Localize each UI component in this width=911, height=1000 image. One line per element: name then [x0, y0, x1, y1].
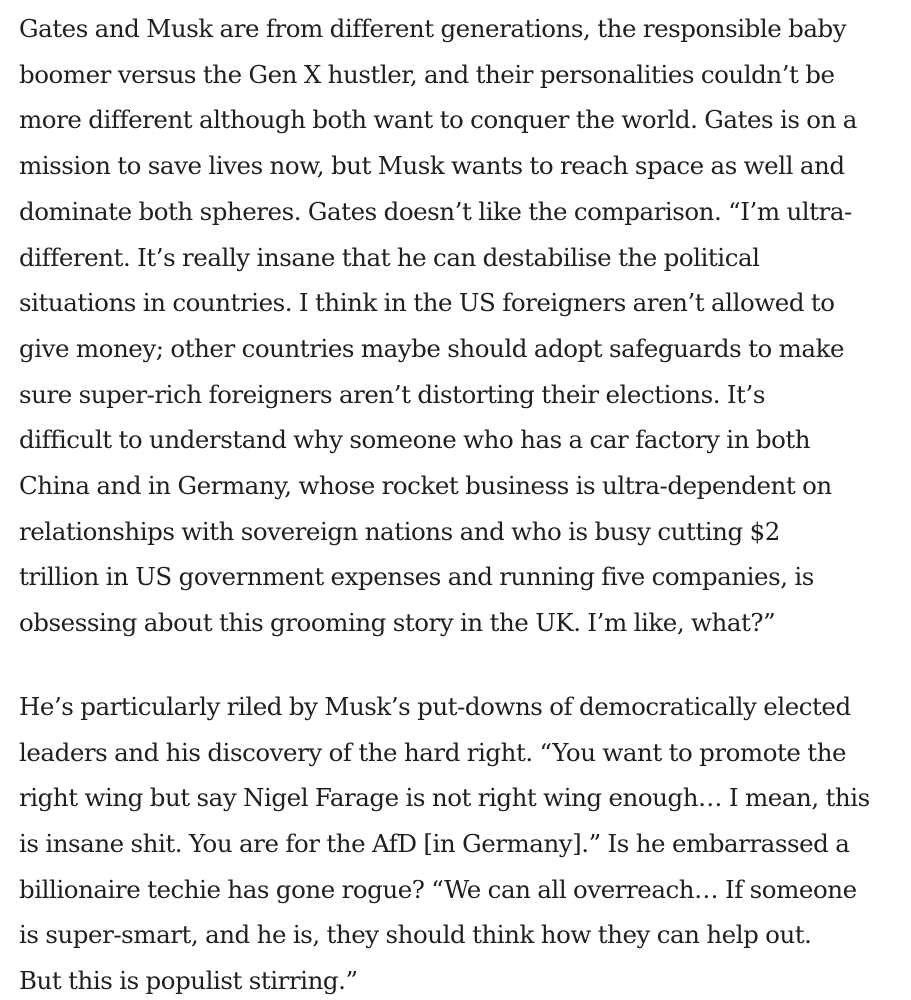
text-line: more different although both want to conquer the world. Gates is on a	[19, 105, 857, 135]
text-line: sure super-rich foreigners aren’t distorting their elections. It’s	[19, 379, 766, 409]
text-line: difficult to understand why someone who has a car factory in both	[19, 425, 811, 455]
text-line: relationships with sovereign nations and who is busy cutting $2	[19, 516, 780, 546]
text-line: is insane shit. You are for the AfD [in Germany].” Is he embarrassed a	[19, 828, 850, 858]
text-line: is super-smart, and he is, they should think how they can help out.	[19, 920, 812, 950]
text-line: leaders and his discovery of the hard right. “You want to promote the	[19, 737, 847, 767]
paragraph-2	[19, 684, 901, 1000]
text-line: give money; other countries maybe should adopt safeguards to make	[19, 333, 845, 363]
text-line: boomer versus the Gen X hustler, and their personalities couldn’t be	[19, 59, 835, 89]
text-line: billionaire techie has gone rogue? “We can all overreach… If someone	[19, 874, 857, 904]
paragraph-1	[19, 6, 901, 646]
text-line: obsessing about this grooming story in the UK. I’m like, what?”	[19, 608, 776, 638]
text-line: Gates and Musk are from different generations, the responsible baby	[19, 14, 847, 43]
text-line: China and in Germany, whose rocket business is ultra-dependent on	[19, 471, 832, 501]
text-line: He’s particularly riled by Musk’s put-downs of democratically elected	[19, 691, 851, 721]
text-line: right wing but say Nigel Farage is not right wing enough… I mean, this	[19, 783, 870, 813]
text-line: mission to save lives now, but Musk wants to reach space as well and	[19, 151, 845, 181]
text-line: trillion in US government expenses and running five companies, is	[19, 562, 814, 592]
text-line: situations in countries. I think in the US foreigners aren’t allowed to	[19, 288, 835, 318]
text-line: different. It’s really insane that he can destabilise the political	[19, 242, 760, 272]
text-line: But this is populist stirring.”	[19, 966, 358, 996]
text-line: dominate both spheres. Gates doesn’t like the comparison. “I’m ultra-	[19, 196, 852, 226]
